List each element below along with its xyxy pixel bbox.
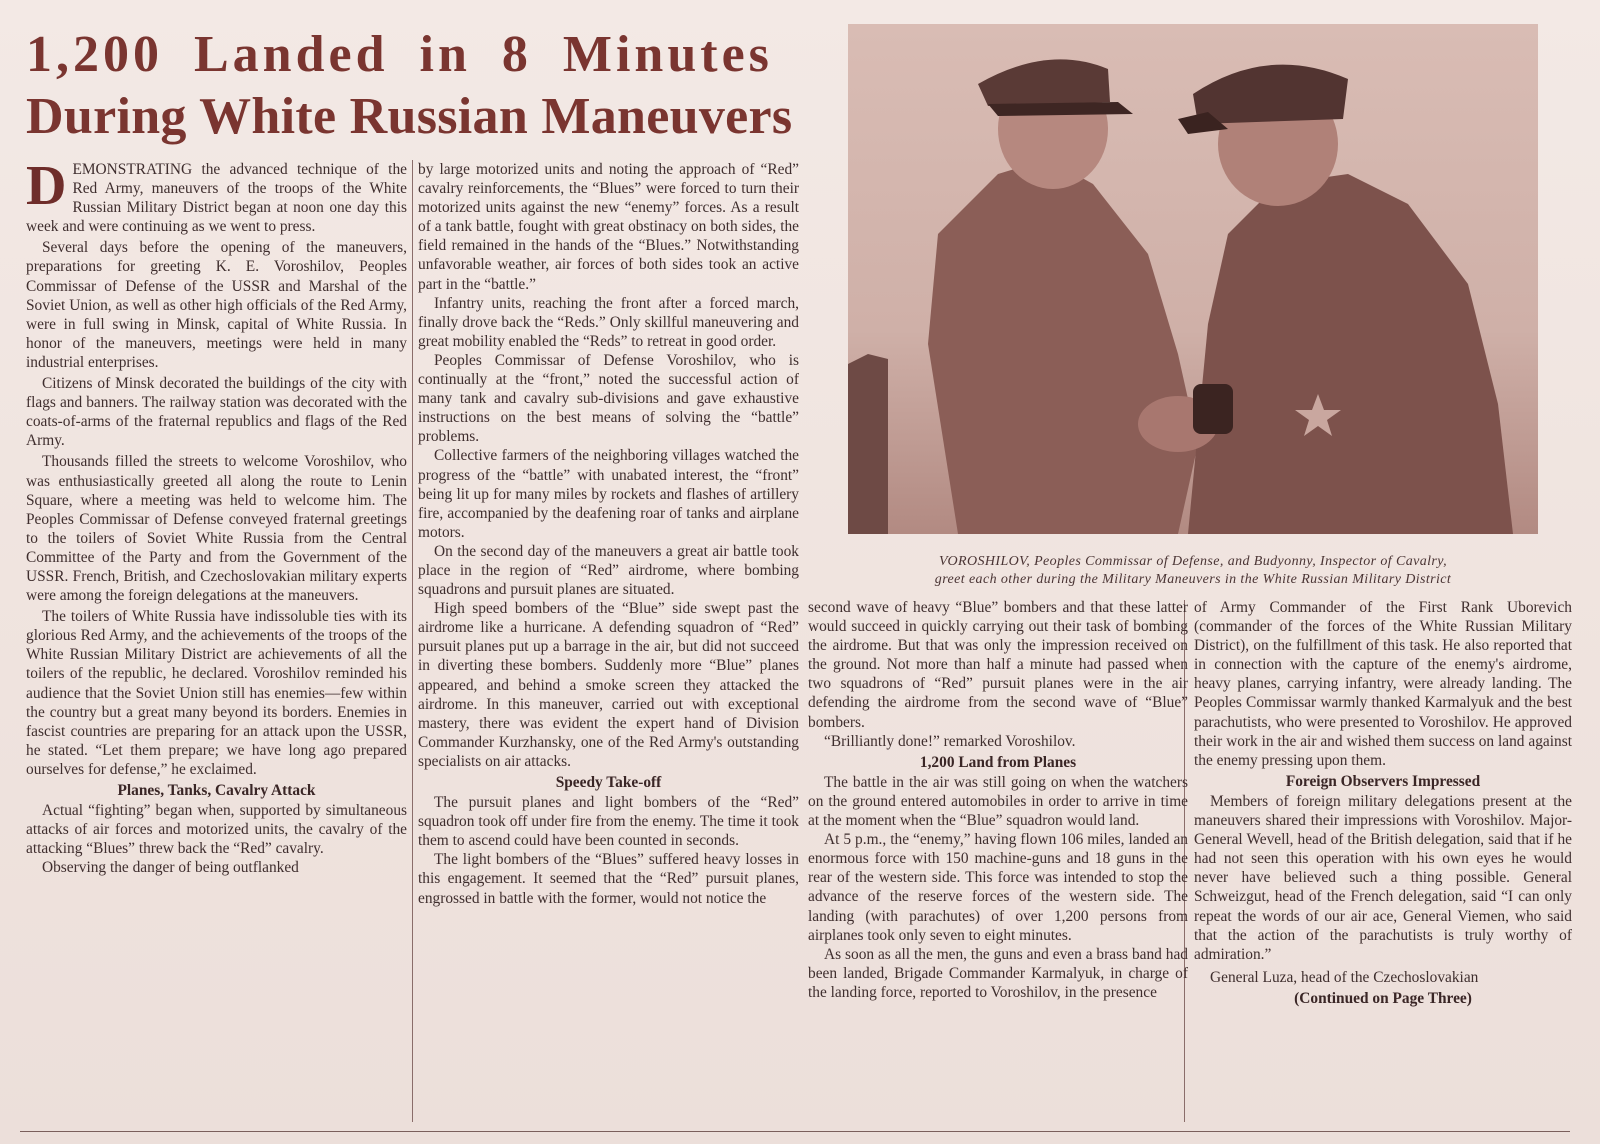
subheading-speedy-takeoff: Speedy Take-off: [555, 774, 662, 791]
paragraph: “Brilliantly done!” remarked Voroshilov.: [824, 732, 1076, 750]
paragraph: The battle in the air was still going on when the watchers on the ground entered automobiles in order to arrive in time at the moment when the “Blue” squadron would land.: [808, 773, 1188, 830]
paragraph: Collective farmers of the neighboring villages watched the progress of the “battle” with unabated interest, the “front” being lit up for many miles by rockets and flashes of artillery fire, accompanied by the deafening roar of tanks and airplane motors.: [418, 447, 799, 541]
car-shape: [848, 354, 888, 534]
continued-notice: (Continued on Page Three): [1294, 989, 1472, 1007]
paragraph: Infantry units, reaching the front after a forced march, finally drove back the “Reds.” Only skillful maneuvering and great mobility enabled the “Reds” to retreat in good order.: [418, 294, 799, 350]
lead-paragraph: [26, 155, 407, 236]
paragraph: The light bombers of the “Blues” suffered heavy losses in this engagement. It seemed that the “Red” pursuit planes, engrossed in battle with the former, would not notice the: [418, 851, 799, 907]
lead-paragraph-text: EMONSTRATING the advanced technique of the Red Army, maneuvers of the troops of the White Russian Military District began at noon one day this week and were continuing as we went to press.: [26, 161, 407, 236]
subheading-planes-tanks: Planes, Tanks, Cavalry Attack: [117, 782, 316, 799]
paragraph: Thousands filled the streets to welcome Voroshilov, who was enthusiastically greeted all along the route to Lenin Square, where a meeting was held to welcome him. The Peoples Commissar of Defense conveyed fraternal greetings to the toilers of Soviet White Russia from the Central Committee of the Party and from the Government of the USSR. French, British, and Czechoslovakian military experts were among the foreign delegations at the maneuvers.: [26, 453, 407, 605]
bottom-rule: [20, 1131, 1570, 1132]
headline-line-2: During White Russian Maneuvers: [26, 88, 793, 145]
left-officer-cap-visor: [988, 102, 1133, 116]
headline-line-1: 1,200 Landed in 8 Minutes: [26, 26, 773, 83]
subheading-foreign-observers: Foreign Observers Impressed: [1285, 772, 1481, 790]
paragraph: by large motorized units and noting the approach of “Red” cavalry reinforcements, the “Blues” were forced to turn their motorized units against the new “enemy” forces. As a result of a tank battle, fought with great obstinacy on both sides, the field remained in the hands of the “Blues.” Notwithstanding unfavorable weather, air forces of both sides took an active part in the “battle.”: [418, 161, 799, 293]
article-column-1: [26, 155, 407, 877]
article-column-4: [1194, 598, 1572, 1009]
binoculars: [1193, 384, 1233, 434]
caption-line-2: greet each other during the Military Maneuvers in the White Russian Military District: [934, 572, 1452, 587]
subheading-1200-land: 1,200 Land from Planes: [919, 753, 1077, 771]
paragraph: The pursuit planes and light bombers of the “Red” squadron took off under fire from the enemy. The time it took them to ascend could have been counted in seconds.: [418, 794, 799, 850]
photo-voroshilov-budyonny: [848, 24, 1538, 534]
paragraph: High speed bombers of the “Blue” side swept past the airdrome like a hurricane. A defending squadron of “Red” pursuit planes put up a barrage in the air, but did not succeed in diverting these bombers. Suddenly more “Blue” planes appeared, and behind a smoke screen they attacked the airdrome. In this maneuver, carried out with exceptional mastery, there was evident the expert hand of Division Commander Kurzhansky, one of the Red Army's outstanding specialists on air attacks.: [418, 600, 799, 770]
paragraph: Several days before the opening of the maneuvers, preparations for greeting K. E. Voroshilov, Peoples Commissar of Defense of the USSR and Marshal of the Soviet Union, as well as other high officials of the Red Army, were in full swing in Minsk, capital of White Russia. In honor of the maneuvers, meetings were held in many industrial enterprises.: [26, 239, 407, 371]
photo-illustration: [848, 24, 1538, 534]
paragraph: Observing the danger of being outflanked: [42, 859, 299, 877]
paragraph: of Army Commander of the First Rank Uborevich (commander of the forces of the White Russian Military District), on the fulfillment of this task. He also reported that in connection with the capture of the enemy's airdrome, heavy planes, carrying infantry, were already landing. The Peoples Commissar warmly thanked Karmalyuk and the best parachutists, who were presented to Voroshilov. He approved their work in the air and wished them success on land against the enemy pressing upon them.: [1194, 599, 1572, 769]
article-column-2: [418, 160, 799, 908]
paragraph: Peoples Commissar of Defense Voroshilov, who is continually at the “front,” noted the successful action of many tank and cavalry sub-divisions and gave exhaustive instructions on the best means of solving the “battle” problems.: [418, 351, 799, 446]
paragraph: At 5 p.m., the “enemy,” having flown 106 miles, landed an enormous force with 150 machine-guns and 18 guns in the rear of the western side. This force was intended to stop the advance of the reserve forces of the western side. The landing (with parachutes) of over 1,200 persons from airplanes took only seven to eight minutes.: [808, 831, 1188, 944]
paragraph: The toilers of White Russia have indissoluble ties with its glorious Red Army, and the achievements of the troops of the White Russian Military District are achievements of all the toilers of the republic, he declared. Voroshilov reminded his audience that the Soviet Union still has enemies—few within the country but a great many beyond its borders. Enemies in fascist countries are preparing for an attack upon the USSR, he stated. “Let them prepare; we have long ago prepared ourselves for defense,” he exclaimed.: [26, 608, 407, 778]
paragraph: General Luza, head of the Czechoslovakian: [1210, 968, 1479, 986]
paragraph: Citizens of Minsk decorated the buildings of the city with flags and banners. The railway station was decorated with the coats-of-arms of the fraternal republics and flags of the Red Army.: [26, 375, 407, 450]
headline: [26, 24, 816, 148]
paragraph: As soon as all the men, the guns and even a brass band had been landed, Brigade Commander Karmalyuk, in charge of the landing force, reported to Voroshilov, in the presence: [808, 945, 1188, 1001]
paragraph: Actual “fighting” began when, supported by simultaneous attacks of air forces and motorized units, the cavalry of the attacking “Blues” threw back the “Red” cavalry.: [26, 802, 407, 858]
paragraph: second wave of heavy “Blue” bombers and that these latter would succeed in quickly carrying out their task of bombing the airdrome. But that was only the impression received on the ground. Not more than half a minute had passed when two squadrons of “Red” pursuit planes were in the air defending the airdrome from the second wave of “Blue” bombers.: [808, 599, 1188, 731]
column-divider: [412, 160, 413, 1122]
photo-caption: [848, 553, 1538, 589]
paragraph: On the second day of the maneuvers a great air battle took place in the region of “Red” airdrome, where bombing squadrons and pursuit planes are situated.: [418, 542, 799, 599]
drop-cap: D: [26, 155, 67, 217]
paragraph: Members of foreign military delegations present at the maneuvers shared their impressions with Voroshilov. Major-General Wevell, head of the British delegation, said that if he had not seen this operation with his own eyes he would never have believed such a thing possible. General Schweizgut, head of the French delegation, said “I can only repeat the words of our air ace, General Viemen, who said that the action of the parachutists is truly worthy of admiration.”: [1194, 792, 1572, 963]
article-column-3: [808, 598, 1188, 1002]
caption-line-1: VOROSHILOV, Peoples Commissar of Defense, and Budyonny, Inspector of Cavalry,: [938, 554, 1448, 569]
